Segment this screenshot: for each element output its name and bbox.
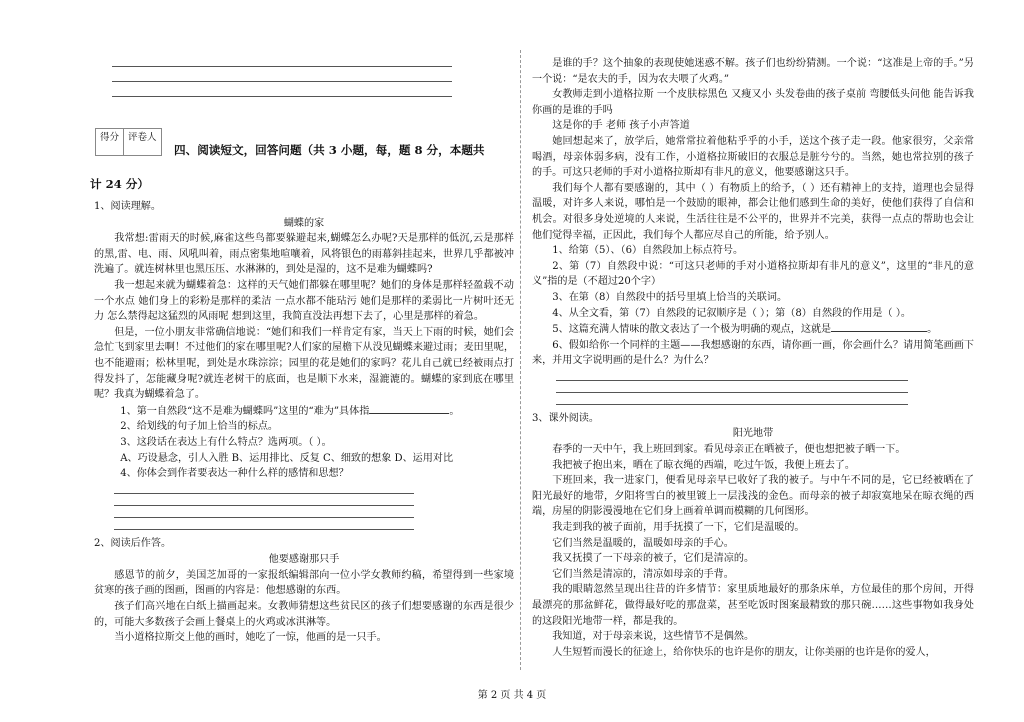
question-text: 5、这篇充满人情味的散文表达了一个极为明确的观点，这就是 xyxy=(552,324,832,336)
question-label: 1、阅读理解。 xyxy=(94,201,161,212)
passage-title: 阳光地带 xyxy=(732,428,774,440)
question-text: 1、第一自然段“这不是难为蝴蝶吗”这里的“难为”具体指 xyxy=(120,405,370,417)
passage-paragraph: 下班回来，我一进家门，便看见母亲早已收好了我的被子。与中午不同的是，它已经被晒在了阳光最好的地带，夕阳将雪白的被里镀上一层浅浅的金色。而母亲的被子却寂寞地呆在晾衣绳的西端，房屋的阴影漫漫地在它们身上画着单调而模糊的几何图形。 xyxy=(532,475,974,518)
answer-blank[interactable] xyxy=(369,403,449,414)
question-item: 4、从全文看，第（7）自然段的记叙顺序是（ ）；第（8）自然段的作用是（ ）。 xyxy=(552,307,911,319)
answer-line[interactable] xyxy=(114,517,414,518)
question-label: 2、阅读后作答。 xyxy=(94,537,172,549)
question-item: 1、第一自然段“这不是难为蝴蝶吗”这里的“难为”具体指 。 xyxy=(94,403,514,420)
answer-line[interactable] xyxy=(114,529,414,530)
question-item: 5、这篇充满人情味的散文表达了一个极为明确的观点，这就是 。 xyxy=(532,321,974,338)
passage-paragraph: 孩子们高兴地在白纸上描画起来。女教师猜想这些贫民区的孩子们想要感谢的东西是很少的，可能大多数孩子会画上餐桌上的火鸡或冰淇淋等。 xyxy=(94,601,514,628)
answer-line[interactable] xyxy=(556,404,908,405)
passage-paragraph: 但是，一位小朋友非常确信地说：“她们和我们一样肯定有家，当天上下雨的时候，她们会急忙飞到家里去啊！不过他们的家在哪里呢?人们家的屋檐下从没见蝴蝶来避过雨；麦田里呢，也不能避雨；松林里呢，到处是水珠淙淙；园里的花是她们的家吗？花儿自己就已经被雨点打得发抖了，怎能藏身呢?就连老树干的底面，也是顺下水来，湿漉漉的。蝴蝶的家到底在哪里呢？我真为蝴蝶着急了。 xyxy=(94,326,514,401)
passage-paragraph: 春季的一天中午，我上班回到家。看见母亲正在晒被子，便也想把被子晒一下。 xyxy=(552,444,906,456)
question-item: 3、在第（8）自然段中的括号里填上恰当的关联词。 xyxy=(552,291,788,303)
passage-paragraph: 我又抚摸了一下母亲的被子，它们是清凉的。 xyxy=(552,553,755,565)
answer-line[interactable] xyxy=(556,380,908,381)
passage-paragraph: 它们当然是清凉的，清凉如母亲的手背。 xyxy=(552,568,734,580)
passage-paragraph: 这是你的手 老师 孩子小声答道 xyxy=(552,120,690,132)
passage-paragraph: 感恩节的前夕，美国芝加哥的一家报纸编辑部向一位小学女教师约稿，希望得到一些家境贫寒的孩子画的图画，图画的内容是：他想感谢的东西。 xyxy=(94,569,514,597)
question-item: 6、假如给你一个同样的主题——我想感谢的东西，请你画一画，你会画什么？请用简笔画画下来，并用文字说明画的是什么？为什么？ xyxy=(532,339,974,367)
passage-title: 他要感谢那只手 xyxy=(268,554,340,566)
question-item: 2、给划线的句子加上恰当的标点。 xyxy=(120,421,279,433)
reviewer-label: 评卷人 xyxy=(128,132,157,143)
passage-paragraph: 我知道，对于母亲来说，这些情节不是偶然。 xyxy=(552,631,755,643)
section-title-cont: 计 24 分） xyxy=(90,177,149,191)
passage-paragraph: 它们当然是温暖的，温暖如母亲的手心。 xyxy=(552,537,734,549)
passage-paragraph: 女教师走到小道格拉斯 一个皮肤棕黑色 又瘦又小 头发卷曲的孩子桌前 弯腰低头问他 能告诉我你画的是谁的手吗 xyxy=(532,89,974,116)
passage-paragraph: 我走到我的被子面前，用手抚摸了一下，它们是温暖的。 xyxy=(552,522,805,534)
answer-line[interactable] xyxy=(114,505,414,506)
passage-paragraph: 我一想起来就为蝴蝶着急：这样的天气她们都躲在哪里呢？她们的身体是那样轻盈载不动一个水点 她们身上的彩粉是那样的柔洁 一点水都不能玷污 她们是那样的柔弱比一片树叶还无力 怎么禁得起这猛烈的风雨呢 想到这里，我简直没法再想下去了，心里是那样的着急。 xyxy=(94,279,514,323)
answer-blank[interactable] xyxy=(831,321,927,332)
passage-paragraph: 人生短暂而漫长的征途上，给你快乐的也许是你的朋友，让你美丽的也许是你的爱人， xyxy=(552,646,936,658)
passage-paragraph: 我把被子抱出来，晒在了晾衣绳的西端，吃过午饭，我便上班去了。 xyxy=(552,459,855,471)
passage-paragraph: 当小道格拉斯交上他的画时，她吃了一惊，他画的是一只手。 xyxy=(114,632,387,644)
page-footer: 第 2 页 共 4 页 xyxy=(477,690,547,701)
passage-title: 蝴蝶的家 xyxy=(283,217,325,229)
question-item: 1、给第（5）、（6）自然段加上标点符号。 xyxy=(552,245,744,257)
question-item: 4、你体会到作者要表达一种什么样的感情和思想？ xyxy=(120,468,349,480)
passage-paragraph: 她回想起来了，放学后，她常常拉着他粘乎乎的小手，送这个孩子走一段。他家很穷，父亲常喝酒，母亲体弱多病，没有工作，小道格拉斯破旧的衣服总是脏兮兮的。当然，她也常拉别的孩子的手。可这只老师的手对小道格拉斯却有非凡的意义，他要感谢这只手。 xyxy=(532,135,974,179)
answer-line xyxy=(112,96,452,97)
answer-line xyxy=(112,66,452,67)
question-label: 3、课外阅读。 xyxy=(532,412,599,424)
passage-paragraph: 是谁的手？这个抽象的表现使她迷惑不解。孩子们也纷纷猜测。一个说：“这准是上帝的手。”另一个说：“是农夫的手，因为农夫喂了火鸡。” xyxy=(532,58,974,85)
passage-paragraph: 我的眼睛忽然呈现出往昔的许多情节：家里质地最好的那条床单，方位最佳的那个房间，开得最漂亮的那盆鲜花，做得最好吃的那盘菜，甚至吃饭时图案最精致的那只碗……这些事物如我身处的这段阳光地带一样，都是我的。 xyxy=(532,584,974,627)
score-box xyxy=(95,128,162,156)
question-item: 3、这段话在表达上有什么特点？选两项。（ ）。 xyxy=(120,436,332,448)
question-options: A、巧设悬念，引人入胜 B、运用排比、反复 C、细致的想象 D、运用对比 xyxy=(120,452,454,464)
section-title: 四、阅读短文，回答问题（共 3 小题，每，题 8 分，本题共 xyxy=(174,143,485,157)
passage-paragraph: 我们每个人都有要感谢的，其中（ ）有物质上的给予，（ ）还有精神上的支持，道理也会显得温暖，对许多人来说，哪怕是一个鼓励的眼神，都会让他们感到生命的美好，使他们获得了自信和机会。对很多身处逆境的人来说，生活往往是不公平的，世界并不完美，获得一点点的帮助也会让他们觉得幸福，正因此，我们每个人都应尽自己的所能，给予别人。 xyxy=(532,182,974,241)
question-item: 2、第（7）自然段中说：“可这只老师的手对小道格拉斯却有非凡的意义”，这里的“非凡的意义”指的是（不超过20个字） xyxy=(532,260,974,288)
answer-line[interactable] xyxy=(114,493,414,494)
answer-line[interactable] xyxy=(556,392,908,393)
score-label: 得分 xyxy=(96,129,124,155)
passage-paragraph: 我常想:雷雨天的时候,麻雀这些鸟都要躲避起来,蝴蝶怎么办呢?天是那样的低沉,云是那样的黑,雷、电、雨、风吼叫着，雨点密集地喧嚷着，风将银色的雨幕斜挂起来，世界几乎都被冲洗遍了。就连树林里也黑压压、水淋淋的，到处是湿的，这不是难为蝴蝶吗? xyxy=(94,233,514,276)
answer-line xyxy=(112,81,452,82)
